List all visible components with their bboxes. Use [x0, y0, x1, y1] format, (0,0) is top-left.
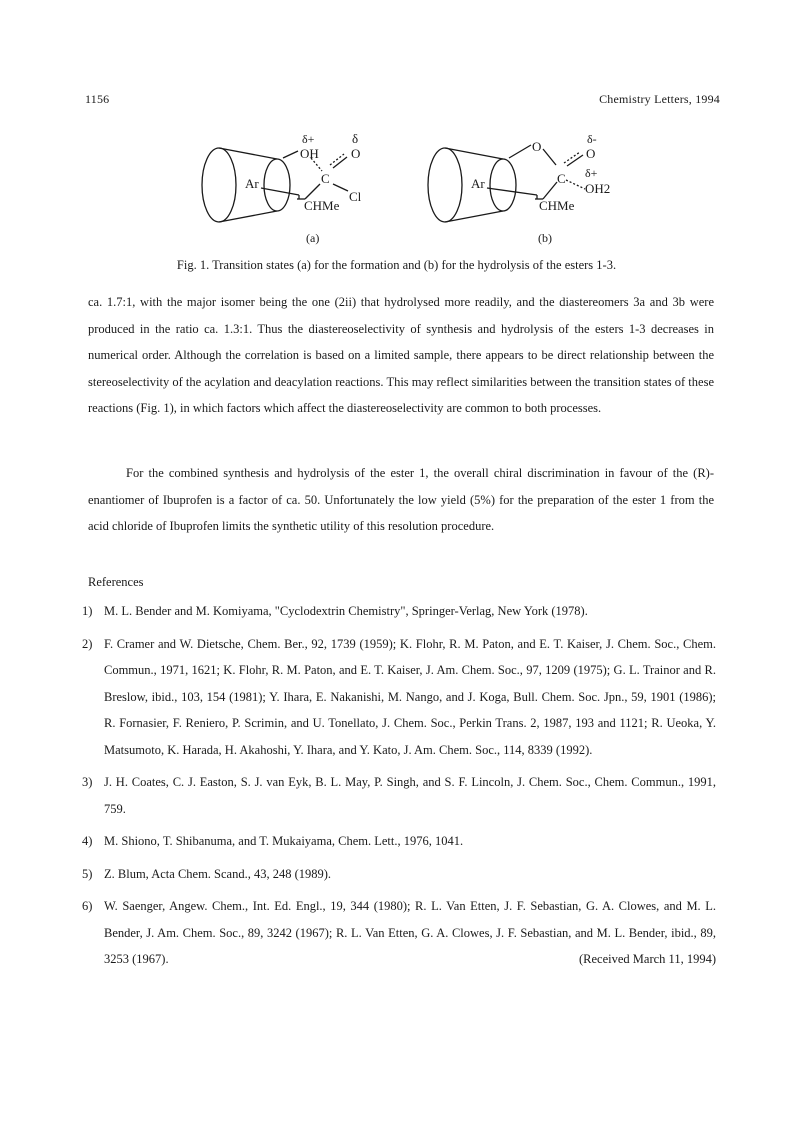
- reference-text: M. Shiono, T. Shibanuma, and T. Mukaiyama, Chem. Lett., 1976, 1041.: [104, 834, 464, 848]
- chme-bond: [543, 182, 557, 199]
- delta-minus-b: δ-: [587, 132, 597, 146]
- reference-number: 2): [82, 636, 93, 651]
- reference-number: 6): [82, 899, 93, 913]
- c-a: C: [321, 171, 330, 186]
- body-paragraph-2: For the combined synthesis and hydrolysis of the ester 1, the overall chiral discrimination in favour of the (R)-enantiomer of Ibuprofen is a factor of ca. 50. Unfortunately the low yield (5%) for the preparation of the ester 1 from the acid chloride of Ibuprofen limits the synthetic utility of this resolution procedure.: [88, 466, 714, 533]
- reference-item: [82, 828, 716, 855]
- reference-text: Z. Blum, Acta Chem. Scand., 43, 248 (1989).: [104, 866, 332, 881]
- cyclodextrin-cone-left: [428, 148, 462, 222]
- o-b: O: [586, 146, 596, 161]
- reference-number: 4): [82, 834, 93, 848]
- reference-text: F. Cramer and W. Dietsche, Chem. Ber., 92, 1739 (1959); K. Flohr, R. M. Paton, and E. T. Kaiser, J. Chem. Soc., Chem. Commun., 1971, 1621; K. Flohr, R. M. Paton, and E. T. Kaiser, J. Am. Chem. Soc., 97, 1209 (1975); G. L. Trainor and R. Breslow, ibid., 103, 154 (1981); Y. Ihara, E. Nakanishi, M. Nango, and J. Koga, Bull. Chem. Soc. Jpn., 59, 1901 (1986); R. Fornasier, F. Reniero, P. Scrimin, and U. Tonellato, J. Chem. Soc., Perkin Trans. 2, 1987, 193 and 1121; R. Ueoka, Y. Matsumoto, K. Harada, H. Akahoshi, Y. Ihara, and Y. Kato, J. Am. Chem. Soc., 114, 8339 (1992).: [104, 636, 716, 757]
- cl-a: Cl: [349, 189, 362, 204]
- chme-bond: [305, 184, 320, 199]
- references-heading: References: [88, 575, 144, 589]
- oh2-b: OH2: [585, 181, 611, 196]
- delta-plus-a: δ+: [302, 132, 315, 146]
- ar-bond: [261, 188, 299, 195]
- cl-bond: [333, 184, 348, 191]
- reference-item: [82, 861, 716, 888]
- o-bond: [509, 145, 531, 158]
- reference-number: 3): [82, 775, 93, 789]
- panel-b-label: (b): [538, 231, 552, 245]
- ar-a: Ar: [245, 176, 259, 191]
- oh2-bond: [566, 180, 585, 189]
- cyclodextrin-cone-right: [490, 159, 516, 211]
- chme-a: CHMe: [304, 198, 340, 213]
- reference-item: [82, 598, 716, 625]
- reference-item: [82, 769, 716, 822]
- delta-a: δ: [352, 131, 359, 146]
- reference-number: 1): [82, 604, 93, 618]
- body-paragraph-1: ca. 1.7:1, with the major isomer being the one (2ii) that hydrolysed more readily, and the diastereomers 3a and 3b were produced in the ratio ca. 1.3:1. Thus the diastereoselectivity of synthesis and hydrolysis of the esters 1-3 decreases in numerical order. Although the correlation is based on a limited sample, there appears to be direct relationship between the stereoselectivity of the acylation and deacylation reactions. This may reflect similarities between the transition states of these reactions (Fig. 1), in which factors which affect the diastereoselectivity are common to both processes.: [88, 295, 714, 415]
- reference-text: M. L. Bender and M. Komiyama, "Cyclodextrin Chemistry", Springer-Verlag, New York (1978).: [104, 604, 588, 618]
- cyclodextrin-cone-right: [264, 159, 290, 211]
- reference-text: W. Saenger, Angew. Chem., Int. Ed. Engl., 19, 344 (1980); R. L. Van Etten, J. F. Sebastian, G. A. Clowes, and M. L. Bender, J. Am. Chem. Soc., 89, 3242 (1967); R. L. Van Etten, G. A. Clowes, J. F. Sebastian, and M. L. Bender, ibid., 89, 3253 (1967).: [104, 899, 716, 966]
- o-a: O: [351, 146, 361, 161]
- reference-item: [82, 893, 716, 973]
- ar-bond: [487, 188, 537, 195]
- delta-plus-b: δ+: [585, 166, 598, 180]
- cyclodextrin-cone-left: [202, 148, 236, 222]
- reference-number: 5): [82, 866, 93, 881]
- journal-header: Chemistry Letters, 1994: [599, 92, 720, 106]
- reference-text: J. H. Coates, C. J. Easton, S. J. van Eyk, B. L. May, P. Singh, and S. F. Lincoln, J. Chem. Soc., Chem. Commun., 1991, 759.: [104, 775, 716, 816]
- oh-a: OH: [300, 146, 319, 161]
- chme-b: CHMe: [539, 198, 575, 213]
- figure-caption: Fig. 1. Transition states (a) for the formation and (b) for the hydrolysis of the esters 1-3.: [176, 258, 617, 272]
- transition-state-figure: [0, 125, 793, 250]
- oh-bond: [283, 151, 298, 158]
- c-b: C: [557, 171, 566, 186]
- references-list: [82, 598, 716, 979]
- panel-a-label: (a): [306, 231, 320, 245]
- o-ring-b: O: [532, 139, 542, 154]
- ar-b: Ar: [471, 176, 485, 191]
- reference-item: [82, 631, 716, 764]
- received-date: (Received March 11, 1994): [579, 952, 716, 966]
- page-number: 1156: [85, 92, 110, 106]
